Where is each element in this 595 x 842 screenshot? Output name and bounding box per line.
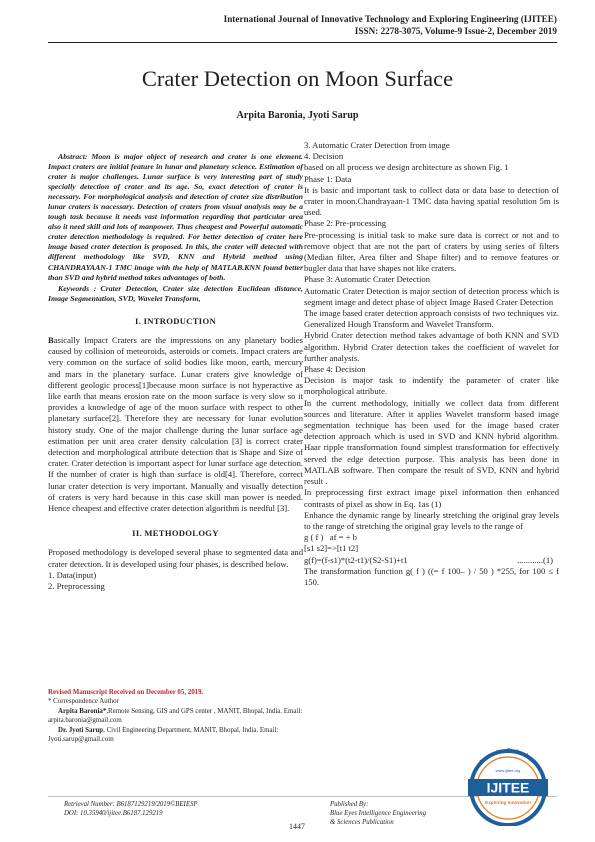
phase2-heading: Phase 2: Pre-processing xyxy=(304,218,387,229)
publisher-line: & Sciences Publication xyxy=(330,819,394,827)
ijitee-logo xyxy=(458,742,558,826)
author1-name: Arpita Baronia* xyxy=(58,707,107,715)
abstract-body: Moon is major object of research and crater is one element. Impact craters are initial feature in lunar and planetary science. Estimation of crater is major challenges. Lunar surface is very interesting part of study specially detection of crater and its age. So, exact detection of crater is necessary. For morphological analysis and detection of crater size distribution lunar craters is nacessary. Detection of craters from visual analysis may be a tough task because it needs vast information regarding that particular area also it need skill and lots of manpower. Thus cheapest and Powerful automatic crater detection methodology is required. For better detection of crater here image based crater detection is proposed. In this, the crater will detected with different methodology like SVD, KNN and Hybrid method using CHANDRAYAAN-1 TMC image with the help of MATLAB.KNN found better than SVD and hybrid method takes advantages of both. xyxy=(48,152,303,282)
retrieval-number: Retrieval Number: B6187129219/2019©BEIESP xyxy=(64,801,198,808)
issn-line: ISSN: 2278-3075, Volume-9 Issue-2, December 2019 xyxy=(354,26,557,36)
phase4-heading: Phase 4: Decision xyxy=(304,364,366,375)
page-number: 1447 xyxy=(289,822,305,831)
introduction-text xyxy=(48,335,303,514)
author2-name: Dr. Jyoti Sarup xyxy=(58,726,104,734)
footer-left xyxy=(64,800,198,818)
doi: DOI: 10.35940/ijitee.B6187.129219 xyxy=(64,810,163,818)
methodology-text: Proposed methodology is developed several phase to segmented data and crater detection. It is developed using four phases, is described below. xyxy=(48,547,303,569)
footer-publisher xyxy=(330,800,426,827)
publisher-line: Blue Eyes Intelligence Engineering xyxy=(330,810,427,818)
published-by: Published By: xyxy=(330,801,369,808)
keywords-text: : Crater Detection, Crater size detection Euclidean distance, Image Segmentation, SVD, Wavelet Transform, xyxy=(48,283,303,303)
phase3-text: Automatic Crater Detection is major section of detection process which is segment image and detect phase of object Image Based Crater Detection xyxy=(304,285,559,307)
method-list-item: 3. Automatic Crater Detection from image xyxy=(304,140,450,150)
architecture-sentence: based on all process we design architecture as shown Fig. 1 xyxy=(304,162,509,173)
header-rule xyxy=(48,42,557,43)
formula-line: [s1 s2]=>[t1 t2] xyxy=(304,543,359,554)
enhance-text: Enhance the dynamic range by linearly stretching the original gray levels to the range of stretching the original gray levels to the range of xyxy=(304,509,559,531)
right-column xyxy=(304,140,559,588)
author-list: Arpita Baronia, Jyoti Sarup xyxy=(236,110,359,121)
transformation-text: The transformation function g( f ) ((= f 100– ) / 50 ) *255, for 100 ≤ f 150. xyxy=(304,565,559,587)
phase4-text: Decision is major task to indentify the parameter of crater like morphological attribute. xyxy=(304,375,559,397)
author2-affiliation: , Civil Engineering Department, MANIT, Bhopal, India. Email: Jyoti.sarup@gmail.com xyxy=(48,726,279,744)
equation-1 xyxy=(304,555,559,566)
introduction-body: asically Impact Craters are the impressions on any planetary bodies caused by collision of meteoroids, asteroids or comets. Impact craters are very common on the surface of solid bodies like moon, earth, mercury and mars in the planetary surface. Lunar craters give knowledge of different geologic process[1]because moon surface is not hyperactive as like earth that means erosion rate on the moon surface is very slow so it provides a knowledge of age of the moon surface with respect to other planetary surface[2]. Therefore they are necessary for lunar evolution history study. One of the major challenge during the lunar surface age estimation per unit area crater density calculation [3] is correct crater detection and morphological attribute detection that is Shape and Size of crater. Crater detection is important aspect for lunar surface age detection. If the number of crater is high than surface is old[4]. Therefore, correct lunar crater detection is very important. Manually and visually detection of craters is very hard because in this case skill man power is needed. Hence cheapest and effective crater detection algorithm is needful [3]. xyxy=(48,334,303,513)
keywords-lead: Keywords xyxy=(58,283,90,293)
abstract xyxy=(48,152,303,304)
dropcap: B xyxy=(48,334,54,345)
hybrid-text: Hybrid Crater detection method takes advantage of both KNN and SVD algorithm. Hybrid Crater detection takes the coefficient of wavelet for further analysis. xyxy=(304,330,559,363)
author1-affiliation: ,Remote Sensing, GIS and GPS center , MANIT, Bhopal, India. Email: arpita.baronia@gmail.com xyxy=(48,707,303,725)
paper-title: Crater Detection on Moon Surface xyxy=(141,66,454,91)
method-list-item: 1. Data(input) xyxy=(48,569,97,580)
formula-line: g ( f ) af = + b xyxy=(304,532,357,543)
logo-tagline: Exploring Innovation xyxy=(485,800,531,805)
author-footnote xyxy=(48,688,303,744)
equation-number: ............(1) xyxy=(517,554,553,565)
phase1-text: It is basic and important task to collect data or data base to detection of crater in moon.Chandrayaan-1 TMC data having spatial resolution 5m is used. xyxy=(304,184,559,218)
introduction-heading: I. INTRODUCTION xyxy=(135,315,216,326)
logo-website: www.ijitee.org xyxy=(495,768,521,773)
phase3-heading: Phase 3: Automatic Crater Detection xyxy=(304,274,431,285)
correspondence-note: * Correspondence Author xyxy=(48,698,119,706)
image-based-text: The image based crater detection approach consists of two techniques viz. Generalized Hough Transform and Wavelet Transform. xyxy=(304,308,559,330)
method-list-item: 4. Decision xyxy=(304,151,344,162)
revised-date: Revised Manuscript Received on December 05, 2019. xyxy=(48,689,204,696)
phase2-text: Pre-processing is initial task to make sure data is correct or not and to remove object that are not the part of craters by using series of filters (Median filter, Area filter and Shape filter) and to remove features or bugler data that have shapes not like craters. xyxy=(304,229,559,274)
phase1-heading: Phase 1: Data xyxy=(304,173,352,184)
methodology-heading: II. METHODOLOGY xyxy=(132,528,219,539)
preprocessing-text: In preprocessing first extract image pixel information then enhanced contrasts of pixel as show in Eq. 1as (1) xyxy=(304,487,559,509)
logo-text: IJITEE xyxy=(486,779,530,796)
left-column xyxy=(48,152,303,592)
formula-line: g(f)=(f-s1)*(t2-t1)/(S2-S1)+t1 xyxy=(304,554,408,565)
method-list-item: 2. Preprocessing xyxy=(48,580,105,591)
abstract-lead: Abstract: xyxy=(58,152,88,161)
logo-ring-top-text: Innovative Technology xyxy=(479,747,537,765)
current-methodology-text: In the current methodology, initially we collect data from different sources and literature. After it applies Wavelet transform based image segmentation technique has been used for the image based crater detection approach which is used in SVD and KNN hybrid algorithm. Haar ripple transformation found simplest transformation for effectively served the edge detection purpose. This analysis has been done in MATLAB software. Then compare the result of SVD, KNN and hybrid result . xyxy=(304,397,559,487)
journal-title: International Journal of Innovative Technology and Exploring Engineering (IJITEE) xyxy=(223,14,557,24)
